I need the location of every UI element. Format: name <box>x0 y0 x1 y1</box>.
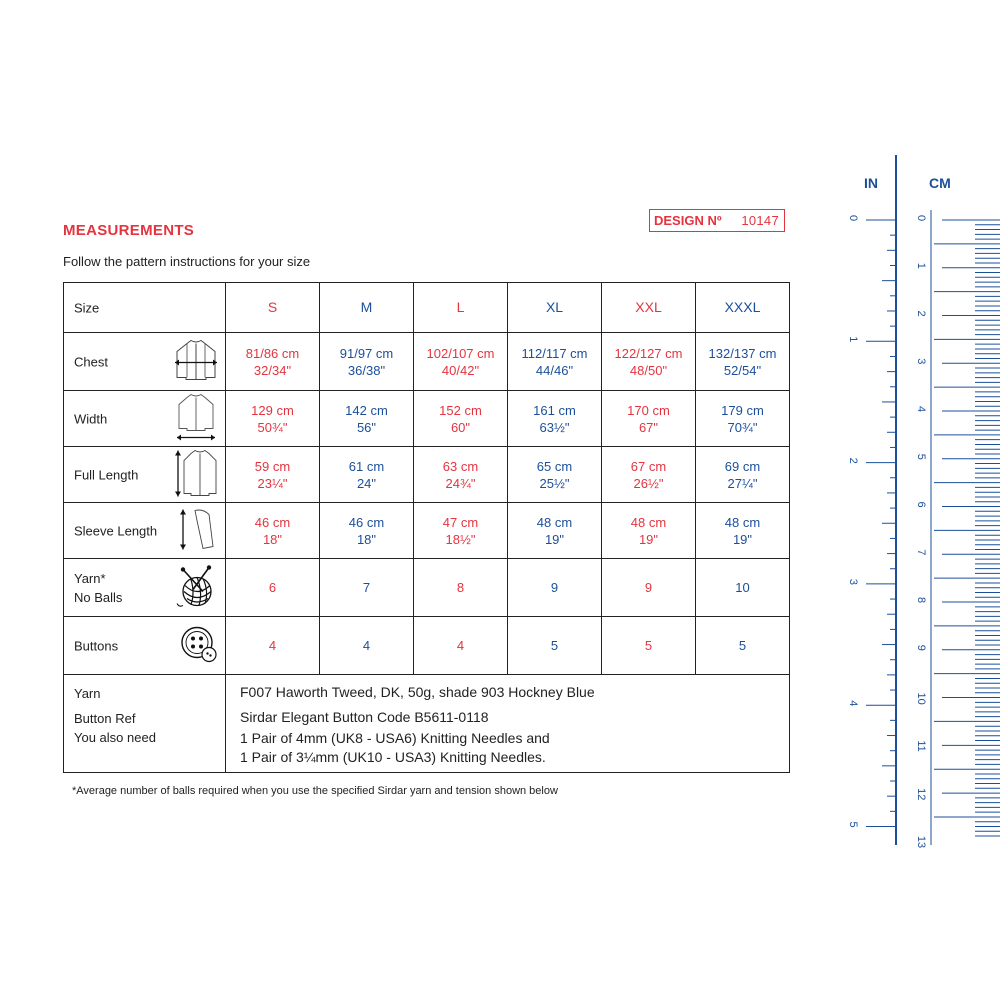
measure-cell: 9 <box>508 559 602 617</box>
yarn-label: Yarn <box>74 686 101 701</box>
measure-cell: 161 cm 63½" <box>508 391 602 447</box>
measure-cell: 142 cm 56" <box>320 391 414 447</box>
inch-mark-label: 5 <box>847 821 859 828</box>
measuring-ruler <box>830 150 1000 850</box>
inch-mark-label: 1 <box>847 336 859 343</box>
ruler-cm-label: CM <box>929 175 951 191</box>
measure-cell: 170 cm 67" <box>602 391 696 447</box>
size-label: Size <box>74 300 100 315</box>
measure-cell: 46 cm 18" <box>226 503 320 559</box>
measure-cell: 4 <box>320 617 414 675</box>
measure-cell: 102/107 cm 40/42" <box>414 333 508 391</box>
measure-cell: 5 <box>696 617 790 675</box>
also-need-label: You also need <box>74 730 156 745</box>
cm-mark-label: 5 <box>915 453 927 460</box>
measure-cell: 63 cm 24¾" <box>414 447 508 503</box>
design-label: DESIGN Nº <box>654 213 722 228</box>
measure-cell: 69 cm 27¼" <box>696 447 790 503</box>
row-label: Buttons <box>74 638 119 653</box>
button-icon <box>179 624 219 667</box>
footnote: *Average number of balls required when you use the specified Sirdar yarn and tension shown below <box>72 785 558 797</box>
measure-cell: 47 cm 18½" <box>414 503 508 559</box>
materials-labels <box>64 675 226 773</box>
materials-values <box>226 675 790 773</box>
cm-mark-label: 0 <box>915 215 927 222</box>
cm-mark-label: 7 <box>915 549 927 556</box>
measure-cell: 65 cm 25½" <box>508 447 602 503</box>
size-header-1: M <box>320 283 414 333</box>
measure-cell: 5 <box>602 617 696 675</box>
measure-cell: 8 <box>414 559 508 617</box>
table-row <box>64 391 790 447</box>
measure-cell: 5 <box>508 617 602 675</box>
row-label-cell <box>64 617 226 675</box>
section-title: MEASUREMENTS <box>63 222 195 239</box>
length-icon <box>173 447 219 502</box>
cm-mark-label: 6 <box>915 501 927 508</box>
materials-row <box>64 675 790 773</box>
table-header-row <box>64 283 790 333</box>
measure-cell: 48 cm 19" <box>602 503 696 559</box>
cm-mark-label: 1 <box>915 262 927 269</box>
cm-mark-label: 9 <box>915 644 927 651</box>
design-number-box <box>649 209 785 232</box>
measure-cell: 9 <box>602 559 696 617</box>
measure-cell: 112/117 cm 44/46" <box>508 333 602 391</box>
row-label-cell <box>64 503 226 559</box>
design-number: 10147 <box>741 213 779 228</box>
cm-mark-label: 3 <box>915 358 927 365</box>
row-label: Yarn* No Balls <box>74 570 123 605</box>
table-row <box>64 559 790 617</box>
row-label-cell <box>64 559 226 617</box>
row-label-cell <box>64 333 226 391</box>
row-label-cell <box>64 391 226 447</box>
section-subtitle: Follow the pattern instructions for your size <box>63 254 311 269</box>
measure-cell: 81/86 cm 32/34" <box>226 333 320 391</box>
cm-mark-label: 11 <box>915 740 927 752</box>
measure-cell: 122/127 cm 48/50" <box>602 333 696 391</box>
button-ref-value: Sirdar Elegant Button Code B5611-0118 <box>240 709 489 725</box>
inch-mark-label: 4 <box>847 700 859 707</box>
measure-cell: 61 cm 24" <box>320 447 414 503</box>
measure-cell: 152 cm 60" <box>414 391 508 447</box>
cardigan-icon <box>173 337 219 386</box>
yarn-value: F007 Haworth Tweed, DK, 50g, shade 903 Hockney Blue <box>240 684 595 700</box>
measure-cell: 67 cm 26½" <box>602 447 696 503</box>
needles-value-2: 1 Pair of 3¼mm (UK10 - USA3) Knitting Needles. <box>240 749 546 765</box>
row-label-cell <box>64 447 226 503</box>
table-row <box>64 503 790 559</box>
measure-cell: 4 <box>414 617 508 675</box>
ruler-inch-label: IN <box>864 175 878 191</box>
size-header-4: XXL <box>602 283 696 333</box>
measure-cell: 132/137 cm 52/54" <box>696 333 790 391</box>
row-label: Width <box>74 411 108 426</box>
size-header-3: XL <box>508 283 602 333</box>
table-row <box>64 333 790 391</box>
measure-cell: 48 cm 19" <box>696 503 790 559</box>
measure-cell: 7 <box>320 559 414 617</box>
measure-cell: 6 <box>226 559 320 617</box>
cm-mark-label: 2 <box>915 310 927 317</box>
cm-mark-label: 8 <box>915 597 927 604</box>
table-row <box>64 447 790 503</box>
table-row <box>64 617 790 675</box>
ruler-scale <box>830 150 1000 850</box>
measure-cell: 179 cm 70¾" <box>696 391 790 447</box>
button-ref-label: Button Ref <box>74 711 136 726</box>
cm-mark-label: 13 <box>915 835 927 849</box>
yarn-ball-icon <box>173 563 219 612</box>
cm-mark-label: 10 <box>915 692 927 705</box>
measure-cell: 129 cm 50¾" <box>226 391 320 447</box>
size-header-cell <box>64 283 226 333</box>
row-label: Chest <box>74 354 108 369</box>
size-header-2: L <box>414 283 508 333</box>
size-header-0: S <box>226 283 320 333</box>
measure-cell: 48 cm 19" <box>508 503 602 559</box>
cm-mark-label: 4 <box>915 406 927 413</box>
inch-mark-label: 2 <box>847 457 859 464</box>
measure-cell: 59 cm 23¼" <box>226 447 320 503</box>
measure-cell: 91/97 cm 36/38" <box>320 333 414 391</box>
row-label: Sleeve Length <box>74 523 158 538</box>
sleeve-icon <box>173 506 219 555</box>
measure-cell: 10 <box>696 559 790 617</box>
width-icon <box>173 392 219 445</box>
measurements-table <box>63 282 790 773</box>
measure-cell: 46 cm 18" <box>320 503 414 559</box>
measure-cell: 4 <box>226 617 320 675</box>
cm-mark-label: 12 <box>915 788 927 801</box>
inch-mark-label: 3 <box>847 578 859 586</box>
row-label: Full Length <box>74 467 139 482</box>
size-header-5: XXXL <box>696 283 790 333</box>
inch-mark-label: 0 <box>847 215 859 222</box>
needles-value-1: 1 Pair of 4mm (UK8 - USA6) Knitting Needles and <box>240 730 550 746</box>
